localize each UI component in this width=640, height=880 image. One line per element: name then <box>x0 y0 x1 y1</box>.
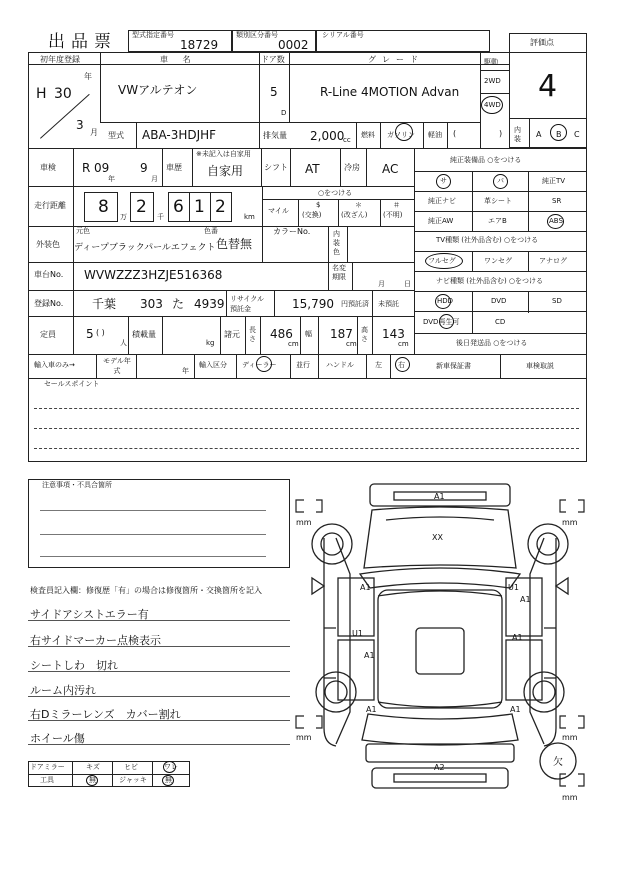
mark-right-front-door: A1 <box>520 595 531 604</box>
reg-num: 4939 <box>194 297 225 311</box>
notes-title: 注意事項・不具合箇所 <box>42 481 112 489</box>
load-label: 積載量 <box>132 330 156 339</box>
mileage-label: 走行距離 <box>34 201 66 210</box>
mileage-digit-4: 1 <box>194 197 205 217</box>
acc-jack-label: ジャッキ <box>119 776 147 784</box>
color-change: 色替無 <box>216 237 253 251</box>
option-abs-circle <box>547 214 564 229</box>
first-reg-era: H <box>36 86 47 102</box>
acc-tools-label: 工具 <box>40 776 54 784</box>
shaken-year: 09 <box>94 161 110 175</box>
mileage-digit-5: 2 <box>215 197 226 217</box>
mark-hood: XX <box>432 533 443 542</box>
serial-number-label: シリアル番号 <box>322 31 364 39</box>
usage-note: ※未記入は自家用 <box>196 150 251 158</box>
mileage-circle-note: ○をつける <box>318 189 353 197</box>
category-number-label: 類別区分番号 <box>236 31 278 39</box>
tire-mm-spare: mm <box>562 793 578 802</box>
exterior-color-label: 外装色 <box>36 240 60 249</box>
first-reg-month-unit: 月 <box>90 128 98 137</box>
recycle-value: 15,790 <box>292 297 334 311</box>
option-sunroof-circle <box>436 174 451 189</box>
page-title: 出品票 <box>48 32 117 52</box>
model-year-unit: 年 <box>182 367 189 375</box>
navi-dvd: DVD <box>491 297 507 305</box>
handle-right: 右 <box>398 361 405 369</box>
option-aw: 純正AW <box>428 217 454 225</box>
navi-dvd-play-circle <box>439 314 454 329</box>
tv-one: ワンセグ <box>484 257 512 265</box>
later-title: 後日発送品 ○をつける <box>456 339 528 347</box>
mileage-sen: 千 <box>157 213 164 221</box>
reg-class: 303 <box>140 297 163 311</box>
fuel-paren-close: ) <box>499 129 503 138</box>
shift-label: シフト <box>264 163 288 172</box>
option-sunroof: サ <box>440 177 447 185</box>
handle-label: ハンドル <box>326 361 354 369</box>
acc-break: ワレ <box>164 763 178 771</box>
width-label: 幅 <box>305 330 312 338</box>
displacement-unit: cc <box>343 136 351 144</box>
reg-label: 登録No. <box>34 299 64 308</box>
first-reg-label: 初年度登録 <box>40 55 80 64</box>
model-code-value: ABA-3HDJHF <box>142 128 217 142</box>
handle-right-circle <box>395 357 410 372</box>
recycle-paid: 預託済 <box>348 300 369 308</box>
acc-jack-value: 無 <box>165 776 172 784</box>
height-value: 143 <box>382 327 405 341</box>
note-item-3: シートしわ 切れ <box>30 659 118 672</box>
import-category-label: 輸入区分 <box>199 361 227 369</box>
height-unit: cm <box>398 340 409 348</box>
interior-c: C <box>574 130 580 139</box>
mileage-digit-3: 6 <box>173 197 184 217</box>
first-reg-year-unit: 年 <box>84 72 92 81</box>
drive-label: 駆動 <box>484 58 498 66</box>
manual: 車検取説 <box>526 362 554 370</box>
tv-full: フルセグ <box>428 257 456 265</box>
shift-value: AT <box>305 162 320 176</box>
mileage-man: 万 <box>120 213 127 221</box>
chassis-label: 車台No. <box>34 270 64 279</box>
length-label: 長さ <box>249 326 256 343</box>
car-damage-diagram <box>290 478 600 808</box>
tire-mm-rr: mm <box>562 733 578 742</box>
model-year-label: モデル年式 <box>103 357 131 375</box>
fuel-label: 燃料 <box>361 131 375 139</box>
mileage-digit-2: 2 <box>136 197 147 217</box>
import-dealer: ディーラー <box>242 361 277 369</box>
import-label: 輸入車のみ→ <box>34 361 75 369</box>
navi-hdd-circle <box>435 294 454 309</box>
mark-left-rear-door-u: U1 <box>352 629 363 638</box>
option-pw: パ <box>497 177 504 185</box>
sales-point-label: セールスポイント <box>44 380 100 388</box>
capacity-paren: ( ) <box>96 328 105 337</box>
option-leather: 革シート <box>484 197 512 205</box>
interior-color-label: 内装色 <box>333 230 340 256</box>
mark-rear-bumper: A2 <box>434 763 445 772</box>
height-label: 高さ <box>361 326 368 343</box>
options-title: 純正装備品 ○をつける <box>450 156 522 164</box>
option-sr: SR <box>552 197 562 205</box>
note-item-2: 右サイドマーカー点検表示 <box>30 634 162 647</box>
note-item-4: ルーム内汚れ <box>30 684 96 697</box>
mark-missing: 欠 <box>553 757 563 768</box>
shaken-month: 9 <box>140 161 148 175</box>
mark-left-front-door: A1 <box>360 583 371 592</box>
car-name-value: VWアルテオン <box>118 83 198 97</box>
unknown-label: (不明) <box>383 211 403 219</box>
capacity-value: 5 <box>86 327 94 341</box>
acc-mirror-label: ドアミラー <box>30 763 65 771</box>
reg-area: 千葉 <box>92 297 117 311</box>
notes-box <box>28 479 290 568</box>
option-airbag: エアB <box>488 217 507 225</box>
type-number-label: 型式指定番号 <box>132 31 174 39</box>
option-tv: 純正TV <box>542 177 566 185</box>
mark-right-rear-door: A1 <box>512 633 523 642</box>
tamper-symbol: ＊ <box>355 201 362 209</box>
navi-title: ナビ種類 (社外品含む) ○をつける <box>436 277 544 285</box>
recycle-label: リサイクル預託金 <box>230 295 265 313</box>
mileage-digit-1: 8 <box>98 197 109 217</box>
width-value: 187 <box>330 327 353 341</box>
drive-4wd-circle <box>481 96 503 114</box>
option-navi: 純正ナビ <box>428 197 456 205</box>
shaken-era: R <box>82 161 91 175</box>
exchange-label: (交換) <box>302 211 322 219</box>
chassis-value: WVWZZZ3HZJE516368 <box>84 268 223 282</box>
fuel-paren-open: ( <box>453 129 457 138</box>
width-unit: cm <box>346 340 357 348</box>
trim-value: R-Line 4MOTION Advan <box>320 85 460 99</box>
displacement-label: 排気量 <box>263 131 287 140</box>
note-item-5: 右Dミラーレンズ カバー割れ <box>30 708 181 721</box>
interior-a: A <box>536 130 542 139</box>
acc-break-circle <box>163 761 176 773</box>
import-dealer-circle <box>256 356 272 372</box>
acc-tools-circle <box>86 775 98 786</box>
acc-crack: ヒビ <box>124 763 138 771</box>
car-name-label: 車 名 <box>160 55 197 64</box>
handle-left: 左 <box>375 361 382 369</box>
doors-label: ドア数 <box>261 55 285 64</box>
load-unit: kg <box>206 339 215 347</box>
shaken-year-unit: 年 <box>108 175 115 183</box>
import-parallel: 並行 <box>296 361 310 369</box>
mark-front-bumper: A1 <box>434 492 445 501</box>
navi-cd: CD <box>495 318 506 326</box>
navi-hdd: HDD <box>437 297 454 305</box>
usage-value: 自家用 <box>207 164 244 178</box>
shaken-month-unit: 月 <box>151 175 158 183</box>
shaken-label: 車検 <box>40 163 56 172</box>
reg-kana: た <box>172 297 185 311</box>
recycle-unit: 円 <box>341 300 348 308</box>
mark-left-pillar: A1 <box>366 705 377 714</box>
fuel-gasoline-circle <box>395 123 413 141</box>
option-abs: ABS <box>549 217 563 225</box>
type-number-value: 18729 <box>180 38 219 52</box>
length-value: 486 <box>270 327 293 341</box>
acc-jack-circle <box>162 775 174 786</box>
grade-value: 4 <box>538 69 558 104</box>
dims-label: 諸元 <box>224 330 240 339</box>
orig-color-label: 元色 <box>76 227 90 235</box>
inspector-label: 検査員記入欄：修復歴「有」の場合は修復箇所・交換箇所を記入 <box>30 586 262 595</box>
exchange-symbol: $ <box>316 201 321 209</box>
name-change-month: 月 <box>378 280 385 288</box>
unknown-symbol: ＃ <box>393 201 400 209</box>
color-code-label: 色番 <box>204 227 218 235</box>
color-value: ディープブラックパールエフェクト <box>74 243 216 253</box>
capacity-label: 定員 <box>40 330 56 339</box>
displacement-value: 2,000 <box>310 129 345 143</box>
mark-right-quarter: A1 <box>510 705 521 714</box>
mark-right-front-door-u: U1 <box>508 583 519 592</box>
tire-mm-rl: mm <box>296 733 312 742</box>
length-unit: cm <box>288 340 299 348</box>
interior-b-circle <box>550 124 567 141</box>
recycle-unpaid: 未預託 <box>378 300 399 308</box>
acc-scratch: キズ <box>86 763 100 771</box>
drive-4wd: 4WD <box>484 101 501 109</box>
acc-tools-value: 無 <box>89 776 96 784</box>
mileage-unit: km <box>244 213 255 221</box>
drive-2wd: 2WD <box>484 77 501 85</box>
tamper-label: (改ざん) <box>341 211 368 219</box>
warranty: 新車保証書 <box>436 362 471 370</box>
interior-b: B <box>556 130 562 139</box>
first-reg-year: 30 <box>54 86 72 102</box>
category-number-value: 0002 <box>278 38 309 52</box>
tv-full-circle <box>425 253 463 269</box>
mile-label: マイル <box>268 207 289 215</box>
note-item-1: サイドアシストエラー有 <box>30 608 149 621</box>
doors-suffix: D <box>281 109 287 117</box>
note-item-6: ホイール傷 <box>30 732 85 745</box>
option-pw-circle <box>493 174 508 189</box>
mark-left-rear-door: A1 <box>364 651 375 660</box>
capacity-unit: 人 <box>120 339 127 347</box>
color-no-label: カラーNo. <box>273 227 311 236</box>
model-code-label: 型式 <box>108 131 124 140</box>
tire-mm-fl: mm <box>296 518 312 527</box>
tv-title: TV種類 (社外品含む) ○をつける <box>436 236 539 244</box>
cooler-label: 冷房 <box>344 163 360 172</box>
name-change-day: 日 <box>404 280 411 288</box>
grade-label: 評価点 <box>530 38 554 47</box>
tire-mm-fr: mm <box>562 518 578 527</box>
fuel-gasoline: ガソリン <box>387 131 415 139</box>
doors-value: 5 <box>270 85 278 99</box>
usage-label: 車歴 <box>166 163 182 172</box>
cooler-value: AC <box>382 162 399 176</box>
navi-sd: SD <box>552 297 562 305</box>
interior-label: 内装 <box>514 126 521 143</box>
name-change-label: 名変期限 <box>332 264 346 281</box>
tv-analog: アナログ <box>539 257 567 265</box>
first-reg-month: 3 <box>76 118 84 132</box>
fuel-light-oil: 軽油 <box>428 131 442 139</box>
trim-label: グレード <box>368 55 424 64</box>
navi-dvd-play: DVD再生可 <box>423 318 460 326</box>
